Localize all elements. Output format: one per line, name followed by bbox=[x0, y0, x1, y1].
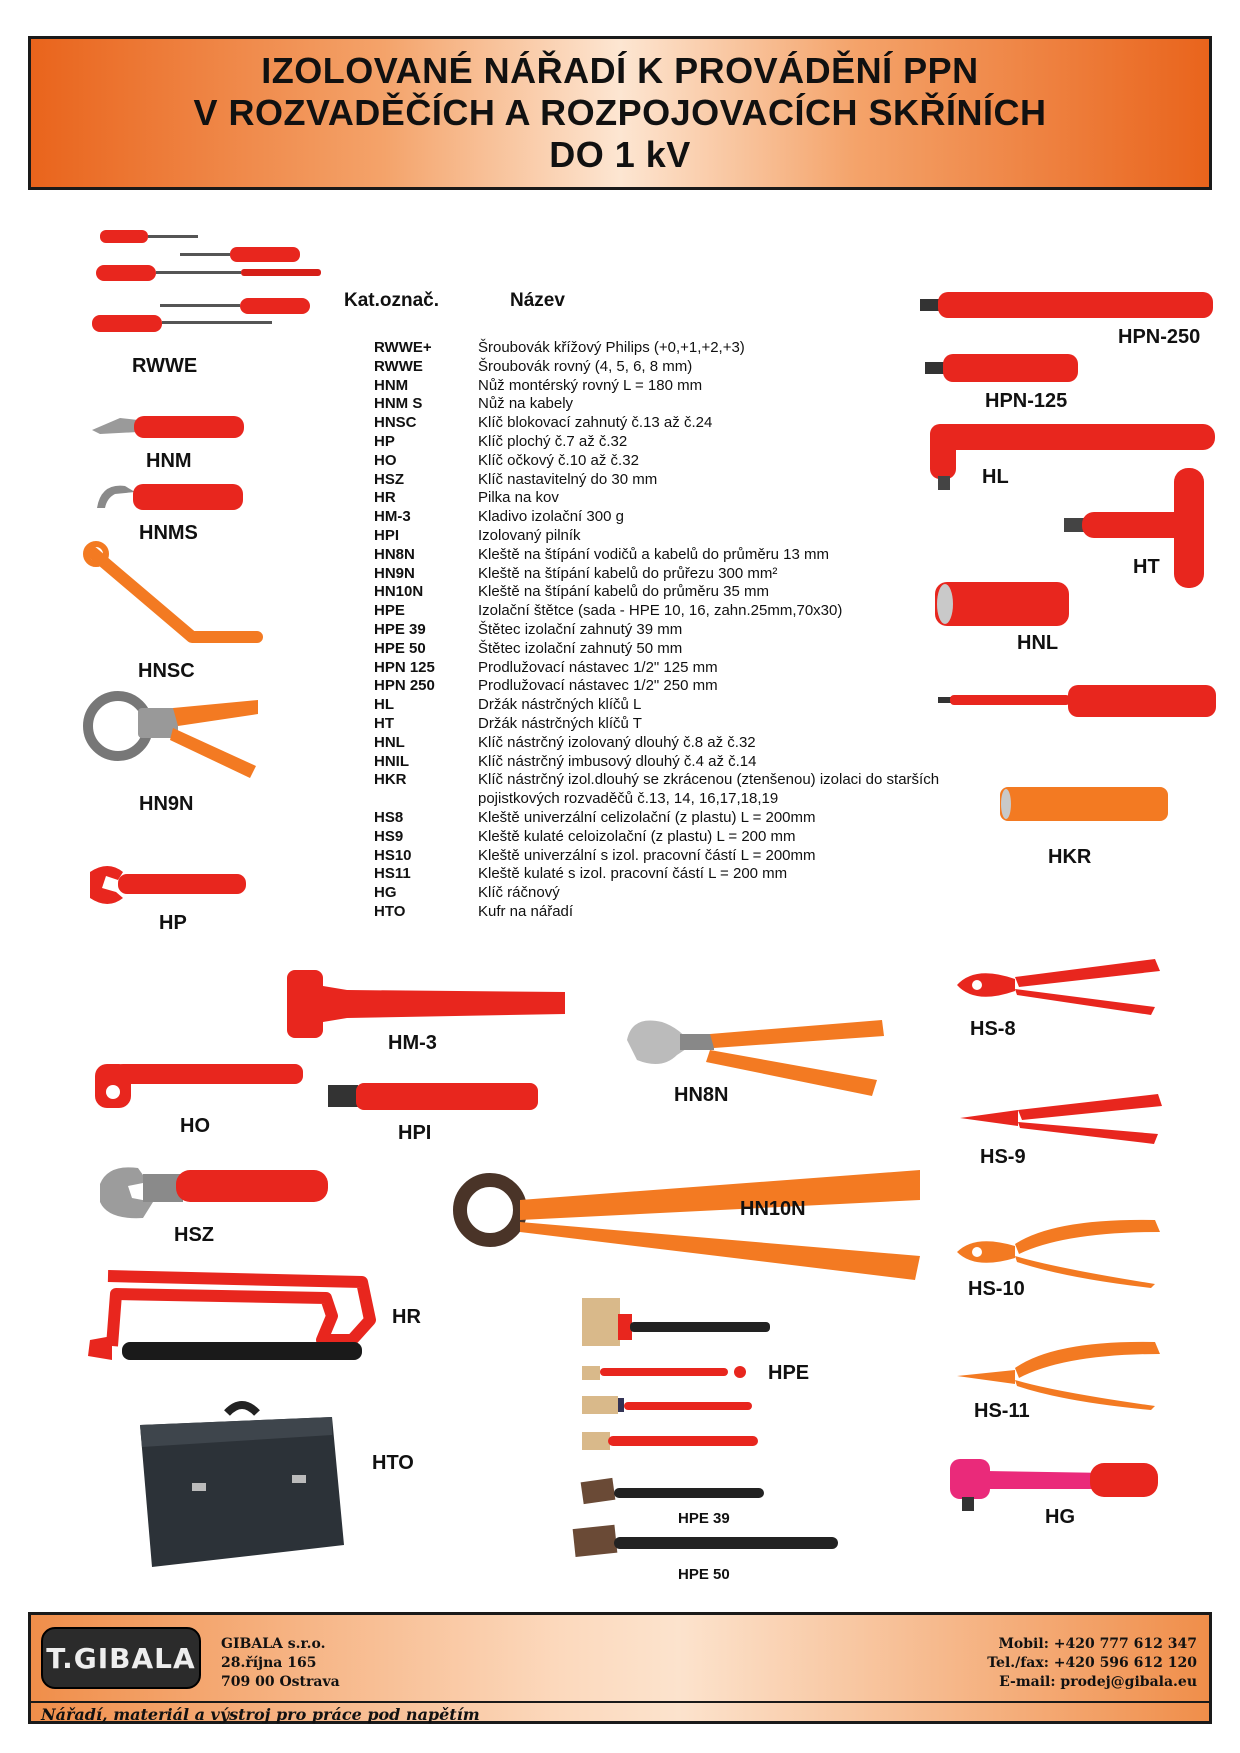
row-code: HN9N bbox=[374, 564, 415, 582]
pliers-hs9-image bbox=[958, 1092, 1163, 1144]
row-name: Šroubovák rovný (4, 5, 6, 8 mm) bbox=[478, 357, 693, 375]
label-hr: HR bbox=[392, 1306, 421, 1328]
row-code: HTO bbox=[374, 902, 406, 920]
ring-wrench-image bbox=[95, 1060, 305, 1110]
company-address bbox=[221, 1635, 340, 1692]
knife-image bbox=[90, 408, 245, 448]
row-name: Prodlužovací nástavec 1/2" 250 mm bbox=[478, 677, 718, 695]
contact-mobile: Mobil: +420 777 612 347 bbox=[998, 1636, 1197, 1652]
table-row bbox=[374, 790, 1014, 809]
table-row bbox=[374, 828, 1014, 847]
table-row bbox=[374, 452, 1014, 471]
table-row bbox=[374, 358, 1014, 377]
row-code: HO bbox=[374, 451, 397, 469]
label-hn10n: HN10N bbox=[740, 1198, 806, 1220]
row-code: HNM S bbox=[374, 395, 423, 413]
label-hg: HG bbox=[1045, 1506, 1075, 1528]
row-code: HN10N bbox=[374, 583, 424, 601]
row-code: HG bbox=[374, 884, 397, 902]
table-row bbox=[374, 753, 1014, 772]
row-code: HKR bbox=[374, 771, 407, 789]
label-hnl: HNL bbox=[1017, 632, 1059, 654]
label-hp: HP bbox=[159, 912, 187, 934]
cable-knife-image bbox=[95, 478, 245, 518]
row-code: HS9 bbox=[374, 827, 404, 845]
row-name: Kleště univerzální s izol. pracovní částí L = 200mm bbox=[478, 846, 816, 864]
open-end-wrench-image bbox=[88, 862, 248, 907]
row-name: Kleště univerzální celizolační (z plastu) L = 200mm bbox=[478, 808, 816, 826]
column-header-code: Kat.označ. bbox=[344, 290, 440, 311]
label-hpe: HPE bbox=[768, 1362, 810, 1384]
tool-case-image bbox=[132, 1395, 347, 1570]
row-name: Nůž na kabely bbox=[478, 395, 574, 413]
table-row bbox=[374, 546, 1014, 565]
logo-text: T.GIBALA bbox=[46, 1641, 196, 1675]
table-row bbox=[374, 734, 1014, 753]
row-name: Izolovaný pilník bbox=[478, 526, 581, 544]
short-socket-image bbox=[1000, 785, 1170, 823]
table-row bbox=[374, 508, 1014, 527]
row-name: Prodlužovací nástavec 1/2" 125 mm bbox=[478, 658, 718, 676]
label-hpe39: HPE 39 bbox=[678, 1510, 730, 1527]
table-row bbox=[374, 339, 1014, 358]
label-hs8: HS-8 bbox=[970, 1018, 1016, 1040]
title-line-2: V ROZVADĚČÍCH A ROZPOJOVACÍCH SKŘÍNÍCH bbox=[193, 92, 1047, 133]
adjustable-wrench-image bbox=[98, 1162, 330, 1222]
row-code: RWWE+ bbox=[374, 339, 432, 356]
row-name: Kleště na štípání kabelů do průřezu 300 mm² bbox=[478, 564, 778, 582]
row-name: Klíč plochý č.7 až č.32 bbox=[478, 432, 628, 450]
hacksaw-image bbox=[82, 1270, 372, 1370]
company-city: 709 00 Ostrava bbox=[221, 1674, 340, 1690]
row-code: HS11 bbox=[374, 865, 411, 883]
label-ht: HT bbox=[1133, 556, 1160, 578]
row-code: HNIL bbox=[374, 752, 409, 770]
row-name: Klíč nastavitelný do 30 mm bbox=[478, 470, 658, 488]
row-name: Kufr na nářadí bbox=[478, 902, 574, 920]
row-code: HS8 bbox=[374, 808, 404, 826]
table-row bbox=[374, 771, 1014, 790]
table-row bbox=[374, 471, 1014, 490]
row-code: RWWE bbox=[374, 357, 423, 375]
row-code: HNM bbox=[374, 376, 409, 394]
table-row bbox=[374, 621, 1014, 640]
row-name: Kleště na štípání kabelů do průměru 35 mm bbox=[478, 583, 769, 601]
label-hl: HL bbox=[982, 466, 1009, 488]
label-hpe50: HPE 50 bbox=[678, 1566, 730, 1583]
label-hm3: HM-3 bbox=[388, 1032, 437, 1054]
label-ho: HO bbox=[180, 1115, 210, 1137]
hammer-image bbox=[287, 970, 567, 1040]
long-cable-cutter-image bbox=[450, 1160, 925, 1280]
company-logo bbox=[41, 1627, 201, 1689]
row-code: HPE 39 bbox=[374, 620, 426, 638]
slogan-bar bbox=[31, 1701, 1209, 1724]
row-name: Kladivo izolační 300 g bbox=[478, 508, 624, 526]
table-row bbox=[374, 395, 1014, 414]
table-row bbox=[374, 527, 1014, 546]
row-name: Klíč ráčnový bbox=[478, 884, 560, 902]
table-row bbox=[374, 489, 1014, 508]
row-name: Klíč nástrčný imbusový dlouhý č.4 až č.14 bbox=[478, 752, 757, 770]
row-name: Šroubovák křížový Philips (+0,+1,+2,+3) bbox=[478, 339, 745, 356]
row-code: HPN 250 bbox=[374, 677, 435, 695]
bent-key-image bbox=[82, 542, 262, 652]
row-code: HNSC bbox=[374, 414, 417, 432]
brush-set-image bbox=[580, 1292, 770, 1507]
row-name: Klíč očkový č.10 až č.32 bbox=[478, 451, 639, 469]
contact-email: E-mail: prodej@gibala.eu bbox=[999, 1674, 1197, 1690]
title-banner bbox=[28, 36, 1212, 190]
slogan: Nářadí, materiál a výstroj pro práce pod napětím bbox=[41, 1705, 480, 1724]
row-code: HPE 50 bbox=[374, 639, 426, 657]
label-hnms: HNMS bbox=[139, 522, 198, 544]
label-hnm: HNM bbox=[146, 450, 192, 472]
pliers-hs8-image bbox=[955, 955, 1165, 1015]
row-code: HPN 125 bbox=[374, 658, 435, 676]
row-code: HS10 bbox=[374, 846, 412, 864]
title-line-1: IZOLOVANÉ NÁŘADÍ K PROVÁDĚNÍ PPN bbox=[261, 50, 979, 91]
row-code bbox=[374, 790, 478, 809]
row-code: HT bbox=[374, 714, 394, 732]
label-rwwe: RWWE bbox=[132, 355, 198, 377]
title-line-3: DO 1 kV bbox=[549, 134, 691, 175]
table-row bbox=[374, 903, 1014, 922]
label-hs10: HS-10 bbox=[968, 1278, 1025, 1300]
label-hpn125: HPN-125 bbox=[985, 390, 1068, 412]
ratchet-cable-cutter-image bbox=[88, 688, 268, 788]
label-hsz: HSZ bbox=[174, 1224, 214, 1246]
label-hn9n: HN9N bbox=[139, 793, 194, 815]
extension-125-image bbox=[925, 352, 1080, 384]
table-row bbox=[374, 865, 1014, 884]
table-row bbox=[374, 377, 1014, 396]
table-row bbox=[374, 414, 1014, 433]
cable-cutter-image bbox=[622, 1000, 890, 1100]
brush-50-image bbox=[572, 1525, 842, 1561]
label-hn8n: HN8N bbox=[674, 1084, 729, 1106]
row-code: HM-3 bbox=[374, 508, 411, 526]
row-name: Klíč nástrčný izol.dlouhý se zkrácenou (ztenšenou) izolaci do starších bbox=[478, 771, 940, 789]
row-code: HNL bbox=[374, 733, 405, 751]
row-code: HR bbox=[374, 489, 396, 507]
label-hs9: HS-9 bbox=[980, 1146, 1026, 1168]
row-code: HPI bbox=[374, 526, 400, 544]
row-name: Štětec izolační zahnutý 39 mm bbox=[478, 620, 683, 638]
row-name: Kleště kulaté celoizolační (z plastu) L = 200 mm bbox=[478, 827, 796, 845]
row-name: Klíč nástrčný izolovaný dlouhý č.8 až č.32 bbox=[478, 733, 756, 751]
table-row bbox=[374, 583, 1014, 602]
row-name: Štětec izolační zahnutý 50 mm bbox=[478, 639, 683, 657]
label-hpn250: HPN-250 bbox=[1118, 326, 1201, 348]
row-name: Držák nástrčných klíčů T bbox=[478, 714, 642, 732]
label-hpi: HPI bbox=[398, 1122, 432, 1144]
table-row bbox=[374, 715, 1014, 734]
table-row bbox=[374, 847, 1014, 866]
label-hnsc: HNSC bbox=[138, 660, 195, 682]
column-header-name: Název bbox=[510, 290, 565, 311]
label-hkr: HKR bbox=[1048, 846, 1092, 868]
row-code: HN8N bbox=[374, 545, 415, 563]
table-row bbox=[374, 565, 1014, 584]
table-row bbox=[374, 809, 1014, 828]
table-row bbox=[374, 640, 1014, 659]
table-row bbox=[374, 659, 1014, 678]
hex-socket-image bbox=[938, 683, 1218, 718]
table-row bbox=[374, 602, 1014, 621]
row-code: HP bbox=[374, 432, 395, 450]
row-code: HPE bbox=[374, 602, 405, 620]
label-hs11: HS-11 bbox=[974, 1400, 1030, 1422]
catalog-table bbox=[374, 339, 1014, 922]
extension-250-image bbox=[920, 290, 1215, 320]
row-code: HL bbox=[374, 696, 394, 714]
row-name: Nůž montérský rovný L = 180 mm bbox=[478, 376, 703, 394]
company-street: 28.října 165 bbox=[221, 1655, 317, 1671]
row-code: HSZ bbox=[374, 470, 404, 488]
file-image bbox=[328, 1082, 540, 1112]
screwdriver-set-image bbox=[90, 225, 320, 345]
company-contact bbox=[987, 1635, 1197, 1692]
row-name: Kleště na štípání vodičů a kabelů do průměru 13 mm bbox=[478, 545, 830, 563]
row-name: Kleště kulaté s izol. pracovní částí L = 200 mm bbox=[478, 865, 788, 883]
long-socket-image bbox=[935, 580, 1070, 630]
table-row bbox=[374, 433, 1014, 452]
row-name: Držák nástrčných klíčů L bbox=[478, 696, 642, 714]
row-name: Izolační štětce (sada - HPE 10, 16, zahn.25mm,70x30) bbox=[478, 602, 843, 620]
table-row bbox=[374, 884, 1014, 903]
row-name: Pilka na kov bbox=[478, 489, 559, 507]
row-name: Klíč blokovací zahnutý č.13 až č.24 bbox=[478, 414, 713, 432]
table-row bbox=[374, 677, 1014, 696]
row-name: pojistkových rozvaděčů č.13, 14, 16,17,18,19 bbox=[478, 790, 779, 808]
label-hto: HTO bbox=[372, 1452, 414, 1474]
table-row bbox=[374, 696, 1014, 715]
company-name: GIBALA s.r.o. bbox=[221, 1636, 326, 1652]
footer bbox=[28, 1612, 1212, 1724]
contact-telfax: Tel./fax: +420 596 612 120 bbox=[987, 1655, 1197, 1671]
